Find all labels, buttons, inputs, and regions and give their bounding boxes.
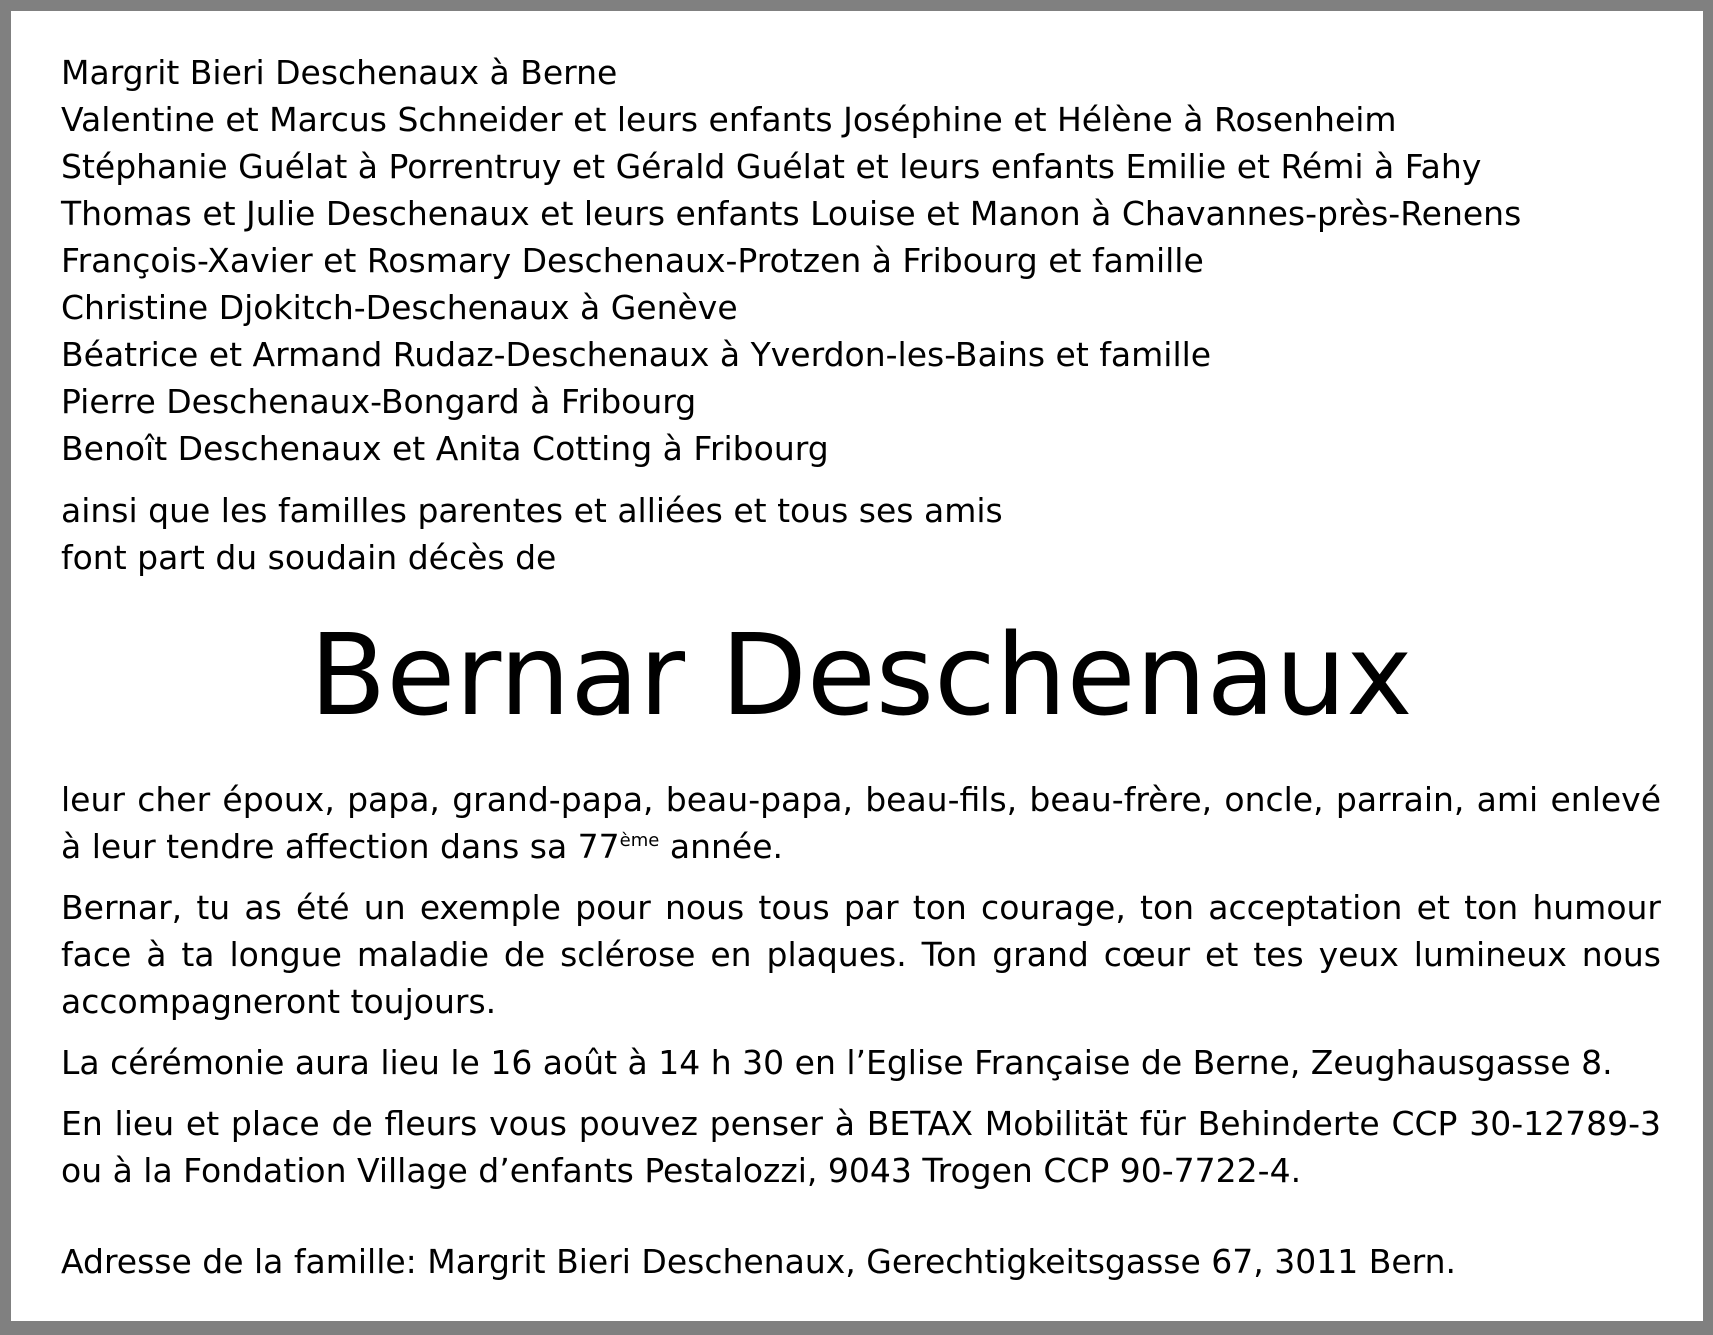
age-paragraph bbox=[61, 776, 1661, 870]
donations-paragraph: En lieu et place de fleurs vous pouvez penser à BETAX Mobilität für Behinderte CCP 30-12789-3 ou à la Fondation Village d’enfants Pestalozzi, 9043 Trogen CCP 90-7722-4. bbox=[61, 1104, 1661, 1190]
age-paragraph-end: année. bbox=[659, 827, 783, 866]
family-line: Pierre Deschenaux-Bongard à Fribourg bbox=[61, 382, 697, 421]
family-line: Thomas et Julie Deschenaux et leurs enfants Louise et Manon à Chavannes-près-Renens bbox=[61, 194, 1522, 233]
age-paragraph-text: leur cher époux, papa, grand-papa, beau-papa, beau-fils, beau-frère, oncle, parrain, ami enlevé à leur tendre affection dans sa 77 bbox=[61, 780, 1661, 866]
announcement-intro bbox=[61, 487, 1661, 581]
family-line: Valentine et Marcus Schneider et leurs enfants Joséphine et Hélène à Rosenheim bbox=[61, 100, 1397, 139]
family-line: François-Xavier et Rosmary Deschenaux-Protzen à Fribourg et famille bbox=[61, 241, 1204, 280]
intro-line-relatives: ainsi que les familles parentes et alliées et tous ses amis bbox=[61, 491, 1003, 530]
family-address: Adresse de la famille: Margrit Bieri Deschenaux, Gerechtigkeitsgasse 67, 3011 Bern. bbox=[61, 1242, 1457, 1281]
ceremony-paragraph: La cérémonie aura lieu le 16 août à 14 h 30 en l’Eglise Française de Berne, Zeughausgasse 8. bbox=[61, 1043, 1613, 1082]
family-line: Benoît Deschenaux et Anita Cotting à Fribourg bbox=[61, 429, 829, 468]
family-line: Christine Djokitch-Deschenaux à Genève bbox=[61, 288, 738, 327]
ordinal-superscript: ème bbox=[619, 830, 660, 851]
family-line: Béatrice et Armand Rudaz-Deschenaux à Yverdon-les-Bains et famille bbox=[61, 335, 1212, 374]
tribute-paragraph: Bernar, tu as été un exemple pour nous tous par ton courage, ton acceptation et ton humour face à ta longue maladie de sclérose en plaques. Ton grand cœur et tes yeux lumineux nous accompagneront toujours. bbox=[61, 888, 1661, 1021]
deceased-name: Bernar Deschenaux bbox=[309, 611, 1413, 741]
family-line: Margrit Bieri Deschenaux à Berne bbox=[61, 53, 618, 92]
family-members-list bbox=[61, 49, 1661, 472]
intro-line-announce: font part du soudain décès de bbox=[61, 538, 557, 577]
notice-content bbox=[61, 49, 1661, 1285]
family-line: Stéphanie Guélat à Porrentruy et Gérald Guélat et leurs enfants Emilie et Rémi à Fahy bbox=[61, 147, 1482, 186]
